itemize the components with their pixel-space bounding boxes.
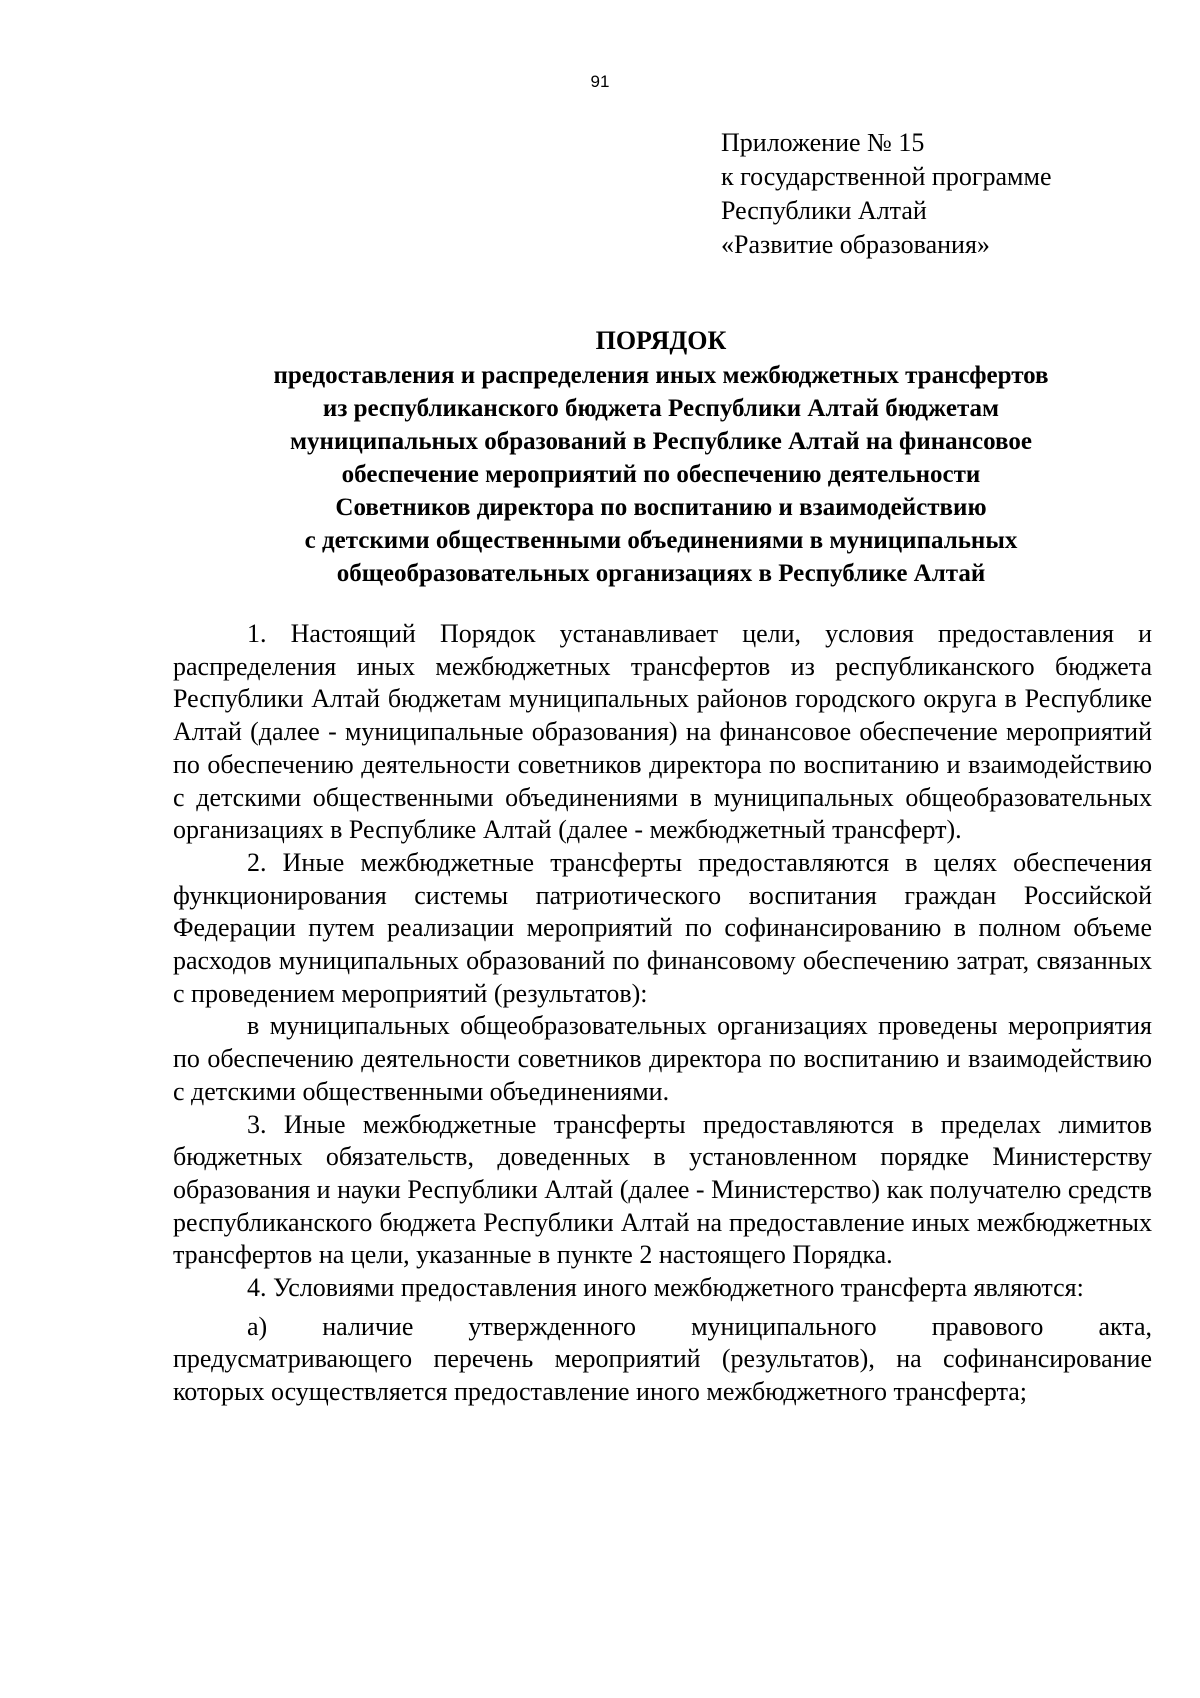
appendix-line: Приложение № 15 <box>721 128 925 157</box>
appendix-line: Республики Алтай <box>721 196 927 225</box>
paragraph-2: 2. Иные межбюджетные трансферты предоставляются в целях обеспечения функционирования системы патриотического воспитания граждан Российской Федерации путем реализации мероприятий по софинансированию в полном объеме расходов муниципальных образований по финансовому обеспечению затрат, связанных с проведением мероприятий (результатов): <box>173 847 1152 1008</box>
paragraph-4: 4. Условиями предоставления иного межбюджетного трансферта являются: <box>247 1273 1084 1303</box>
page-number: 91 <box>590 72 610 91</box>
title-line: общеобразовательных организациях в Республике Алтай <box>336 560 986 587</box>
paragraph-4a: а) наличие утвержденного муниципального правового акта, предусматривающего перечень мероприятий (результатов), на софинансирование которых осуществляется предоставление иного межбюджетного трансферта; <box>173 1311 1152 1407</box>
document-title-block <box>170 324 1152 590</box>
appendix-note <box>721 126 1052 262</box>
appendix-line: «Развитие образования» <box>721 230 990 259</box>
title-line: из республиканского бюджета Республики Алтай бюджетам <box>322 395 1000 422</box>
title-line: муниципальных образований в Республике Алтай на финансовое <box>290 428 1032 455</box>
title-line: с детскими общественными объединениями в муниципальных <box>304 527 1018 554</box>
title-line: обеспечение мероприятий по обеспечению деятельности <box>341 461 981 488</box>
paragraph-1: 1. Настоящий Порядок устанавливает цели, условия предоставления и распределения иных межбюджетных трансфертов из республиканского бюджета Республики Алтай бюджетам муниципальных районов городского округа в Республике Алтай (далее - муниципальные образования) на финансовое обеспечение мероприятий по обеспечению деятельности советников директора по воспитанию и взаимодействию с детскими общественными объединениями в муниципальных общеобразовательных организациях в Республике Алтай (далее - межбюджетный трансферт). <box>173 619 1152 845</box>
paragraph-2-result: в муниципальных общеобразовательных организациях проведены мероприятия по обеспечению деятельности советников директора по воспитанию и взаимодействию с детскими общественными объединениями. <box>173 1011 1152 1106</box>
appendix-line: к государственной программе <box>721 162 1052 191</box>
title-line: предоставления и распределения иных межбюджетных трансфертов <box>273 362 1049 389</box>
paragraph-3: 3. Иные межбюджетные трансферты предоставляются в пределах лимитов бюджетных обязательств, доведенных в установленном порядке Министерству образования и науки Республики Алтай (далее - Министерство) как получателю средств республиканского бюджета Республики Алтай на предоставление иных межбюджетных трансфертов на цели, указанные в пункте 2 настоящего Порядка. <box>173 1109 1152 1270</box>
document-heading: ПОРЯДОК <box>595 326 727 355</box>
document-body <box>173 618 1152 1409</box>
title-line: Советников директора по воспитанию и взаимодействию <box>335 494 987 521</box>
